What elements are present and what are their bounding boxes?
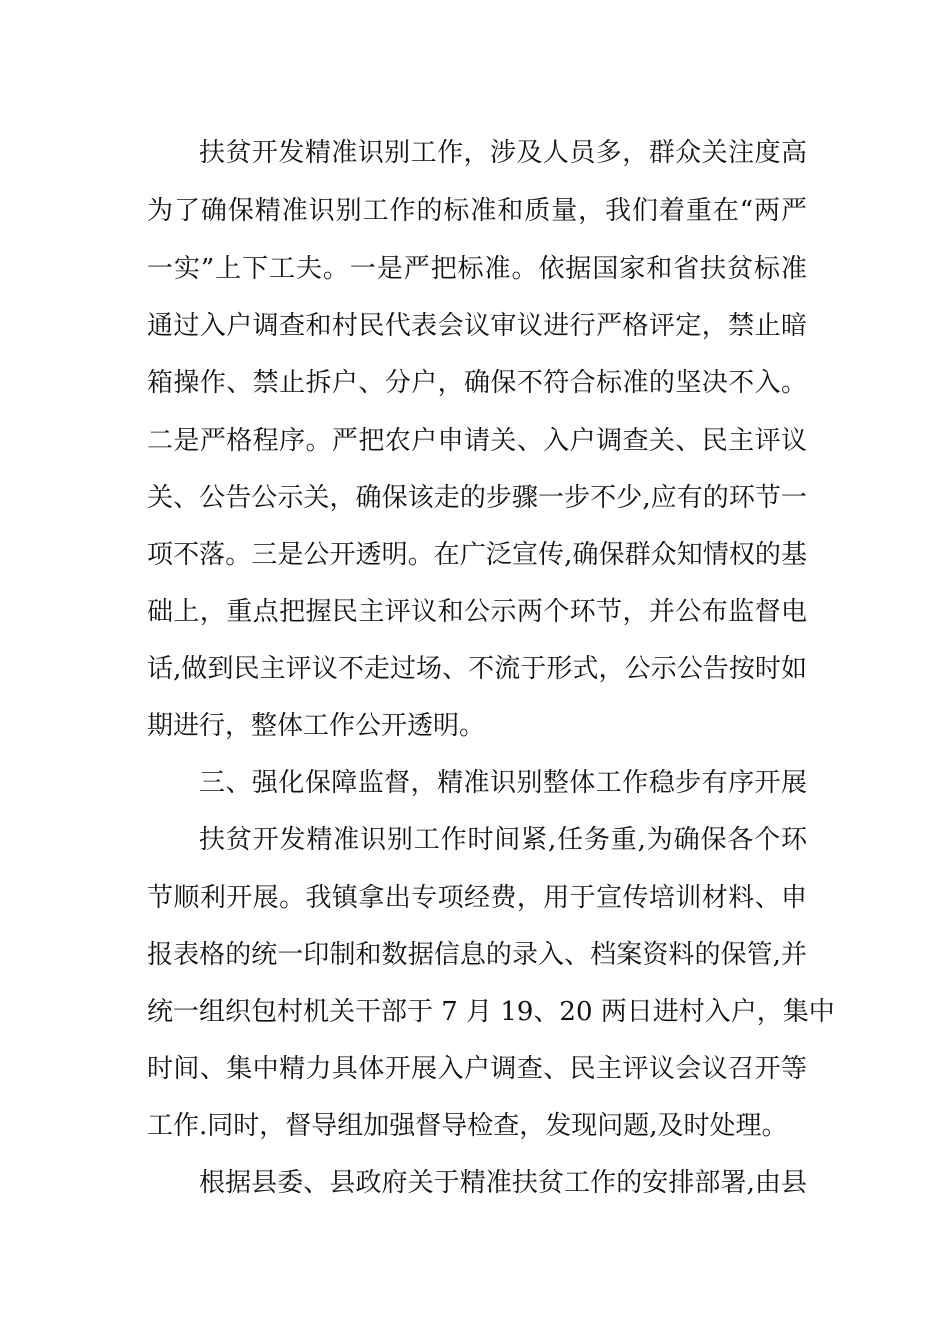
text-line: 扶贫开发精准识别工作，涉及人员多，群众关注度高 (199, 138, 807, 168)
text-line: 期进行，整体工作公开透明。 (147, 711, 486, 741)
text-line: 二是严格程序。严把农户申请关、入户调查关、民主评议 (147, 426, 807, 456)
text-line: 话,做到民主评议不走过场、不流于形式，公示公告按时如 (147, 654, 807, 684)
text-line: 统一组织包村机关干部于 7 月 19、20 两日进村入户，集中 (147, 997, 835, 1027)
text-line: 节顺利开展。我镇拿出专项经费，用于宣传培训材料、申 (147, 883, 807, 913)
text-line: 根据县委、县政府关于精准扶贫工作的安排部署,由县 (199, 1168, 807, 1198)
text-line: 时间、集中精力具体开展入户调查、民主评议会议召开等 (147, 1054, 807, 1084)
text-line: 一实”上下工夫。一是严把标准。依据国家和省扶贫标准 (147, 254, 807, 284)
text-line: 扶贫开发精准识别工作时间紧,任务重,为确保各个环 (199, 825, 807, 855)
text-line: 通过入户调查和村民代表会议审议进行严格评定，禁止暗 (147, 311, 807, 341)
section-heading: 三、强化保障监督，精准识别整体工作稳步有序开展 (199, 768, 807, 798)
text-line: 箱操作、禁止拆户、分户，确保不符合标准的坚决不入。 (147, 368, 807, 398)
text-line: 工作.同时，督导组加强督导检查，发现问题,及时处理。 (147, 1111, 788, 1141)
text-line: 报表格的统一印制和数据信息的录入、档案资料的保管,并 (147, 940, 807, 970)
text-line: 为了确保精准识别工作的标准和质量，我们着重在“两严 (147, 196, 807, 226)
text-line: 础上，重点把握民主评议和公示两个环节，并公布监督电 (147, 597, 807, 627)
text-line: 关、公告公示关，确保该走的步骤一步不少,应有的环节一 (147, 483, 807, 513)
text-line: 项不落。三是公开透明。在广泛宣传,确保群众知情权的基 (147, 540, 807, 570)
